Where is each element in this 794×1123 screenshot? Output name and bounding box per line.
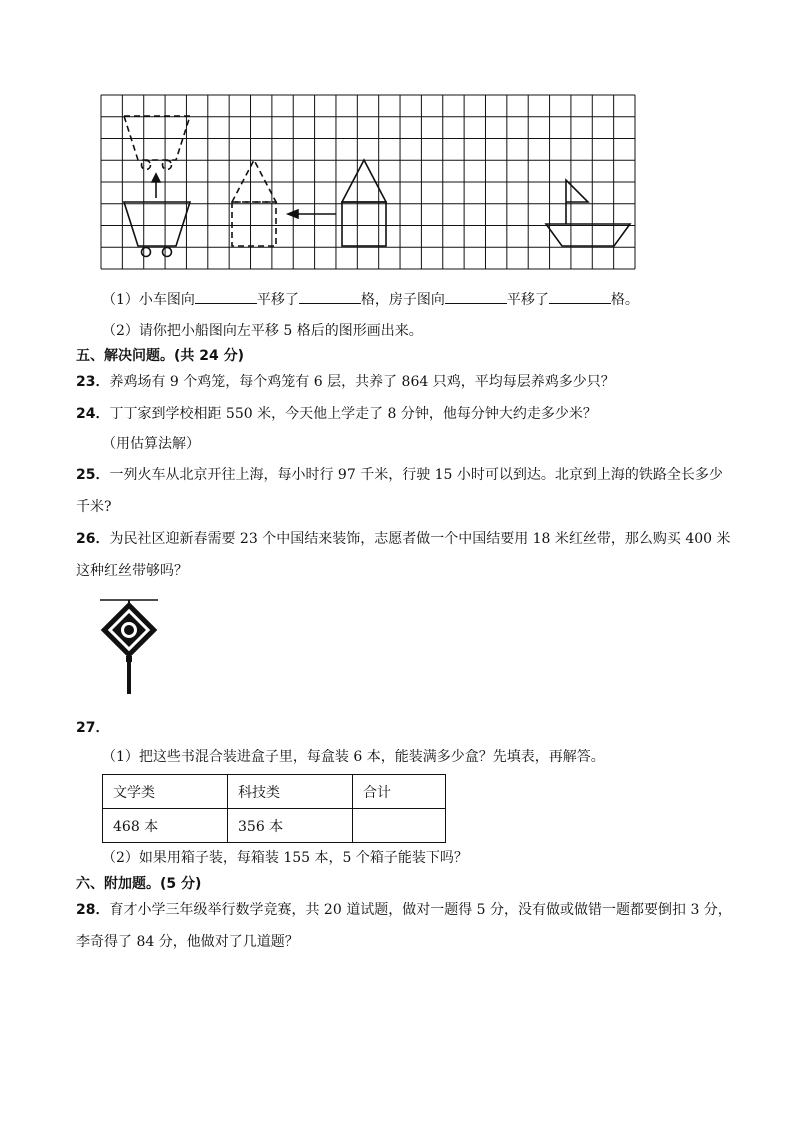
question-28 xyxy=(76,900,732,920)
table-row xyxy=(103,809,446,843)
table-header-literature: 文学类 xyxy=(103,775,228,809)
question-27-number: 27． xyxy=(76,720,110,736)
section5-heading: 五、解决问题。(共 24 分) xyxy=(76,348,245,364)
q22-sub1-text: 格。 xyxy=(610,292,639,308)
question-text: 育才小学三年级举行数学竞赛，共 20 道试题，做对一题得 5 分，没有做或做错一题都要倒扣 3 分， xyxy=(109,902,732,918)
question-24-note: （用估算法解） xyxy=(102,436,200,452)
question-25 xyxy=(76,465,723,485)
question-number: 25． xyxy=(76,467,110,483)
question-26-cont: 这种红丝带够吗？ xyxy=(76,563,188,579)
car-translated-shape xyxy=(124,116,190,170)
question-number: 26． xyxy=(76,531,110,547)
grid-lines xyxy=(101,95,635,269)
table-cell-literature: 468 本 xyxy=(103,809,228,843)
table-cell-total-input[interactable] xyxy=(353,809,446,843)
house-shape xyxy=(342,160,386,246)
question-25-cont: 千米? xyxy=(76,499,112,515)
answer-blank-house-distance[interactable] xyxy=(549,289,611,304)
q22-sub1 xyxy=(102,289,639,310)
car-shape xyxy=(124,202,190,257)
boat-shape xyxy=(546,180,630,246)
table-header-total: 合计 xyxy=(353,775,446,809)
table-header-science: 科技类 xyxy=(228,775,353,809)
section6-heading: 六、附加题。(5 分) xyxy=(76,876,202,892)
question-23 xyxy=(76,372,615,392)
question-text: 一列火车从北京开往上海，每小时行 97 千米，行驶 15 小时可以到达。北京到上海的铁路全长多少 xyxy=(109,467,723,483)
question-text: 丁丁家到学校相距 550 米，今天他上学走了 8 分钟，他每分钟大约走多少米？ xyxy=(109,406,597,422)
q22-sub1-text: 格，房子图向 xyxy=(360,292,445,308)
answer-blank-house-direction[interactable] xyxy=(445,289,507,304)
chinese-knot-image xyxy=(96,596,166,700)
q22-sub1-text: （1）小车图向 xyxy=(102,292,195,308)
question-27-sub1: （1）把这些书混合装进盒子里，每盒装 6 本，能装满多少盒？先填表，再解答。 xyxy=(102,749,605,765)
books-table xyxy=(102,774,446,843)
table-cell-science: 356 本 xyxy=(228,809,353,843)
up-arrow-icon xyxy=(152,174,160,198)
question-number: 23． xyxy=(76,374,110,390)
answer-blank-car-direction[interactable] xyxy=(195,289,257,304)
question-27-sub2: （2）如果用箱子装，每箱装 155 本，5 个箱子能装下吗？ xyxy=(102,850,468,866)
answer-blank-car-distance[interactable] xyxy=(299,289,361,304)
left-arrow-icon xyxy=(288,210,336,218)
question-28-cont: 李奇得了 84 分，他做对了几道题？ xyxy=(76,934,299,950)
q22-sub1-text: 平移了 xyxy=(506,292,549,308)
question-text: 为民社区迎新春需要 23 个中国结来装饰，志愿者做一个中国结要用 18 米红丝带，那么购买 400 米 xyxy=(109,531,731,547)
table-row xyxy=(103,775,446,809)
question-number: 28． xyxy=(76,902,110,918)
q22-sub2: （2）请你把小船图向左平移 5 格后的图形画出来。 xyxy=(102,323,423,339)
question-26 xyxy=(76,529,731,549)
q22-sub1-text: 平移了 xyxy=(256,292,299,308)
translation-grid-figure xyxy=(100,94,636,270)
question-24 xyxy=(76,404,597,424)
question-number: 24． xyxy=(76,406,110,422)
question-text: 养鸡场有 9 个鸡笼，每个鸡笼有 6 层，共养了 864 只鸡，平均每层养鸡多少只？ xyxy=(109,374,615,390)
house-translated-shape xyxy=(232,160,276,246)
